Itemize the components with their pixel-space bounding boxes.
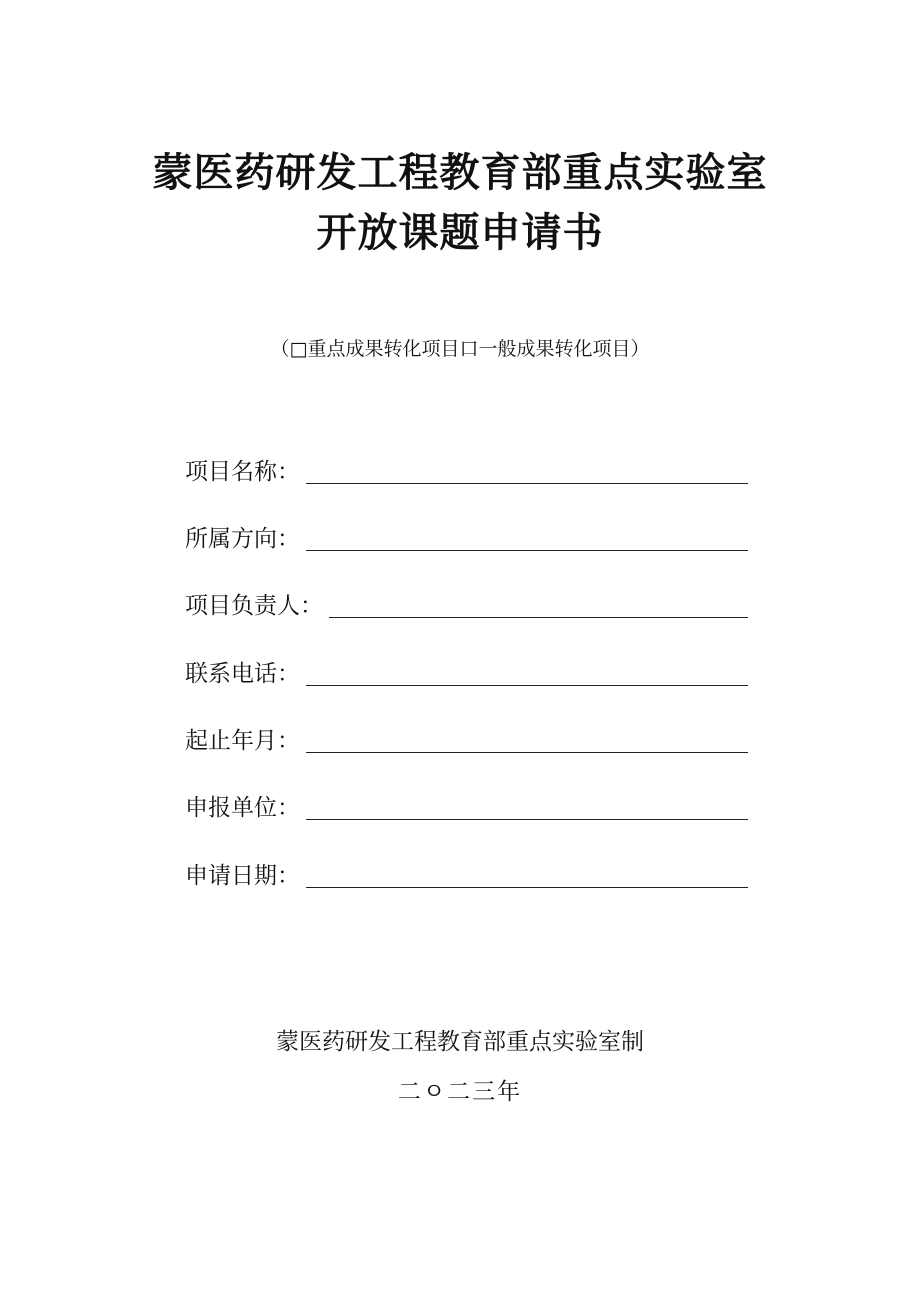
field-application-date	[185, 857, 748, 891]
field-label: 申请日期：	[185, 863, 300, 889]
field-contact-phone	[185, 655, 748, 689]
field-start-end-date	[185, 722, 748, 756]
field-blank-line	[306, 549, 748, 551]
field-applicant-unit	[185, 789, 748, 823]
field-blank-line	[329, 616, 748, 618]
field-label: 联系电话：	[185, 661, 300, 687]
field-blank-line	[306, 751, 748, 753]
issuing-organization: 蒙医药研发工程教育部重点实验室制	[276, 1029, 644, 1055]
field-research-direction	[185, 520, 748, 554]
field-label: 项目负责人：	[185, 593, 323, 619]
field-blank-line	[306, 818, 748, 820]
field-blank-line	[306, 482, 748, 484]
project-type-options: （□重点成果转化项目口一般成果转化项目）	[270, 338, 650, 360]
issue-year: 二ㅇ二三年	[397, 1079, 523, 1105]
field-label: 所属方向：	[185, 526, 300, 552]
document-title-line-1: 蒙医药研发工程教育部重点实验室	[152, 150, 768, 196]
field-label: 项目名称：	[185, 459, 300, 485]
document-title-line-2: 开放课题申请书	[316, 210, 604, 256]
field-project-leader	[185, 587, 748, 621]
field-label: 起止年月：	[185, 728, 300, 754]
field-project-name	[185, 453, 748, 487]
field-label: 申报单位：	[185, 795, 300, 821]
field-blank-line	[306, 886, 748, 888]
field-blank-line	[306, 684, 748, 686]
